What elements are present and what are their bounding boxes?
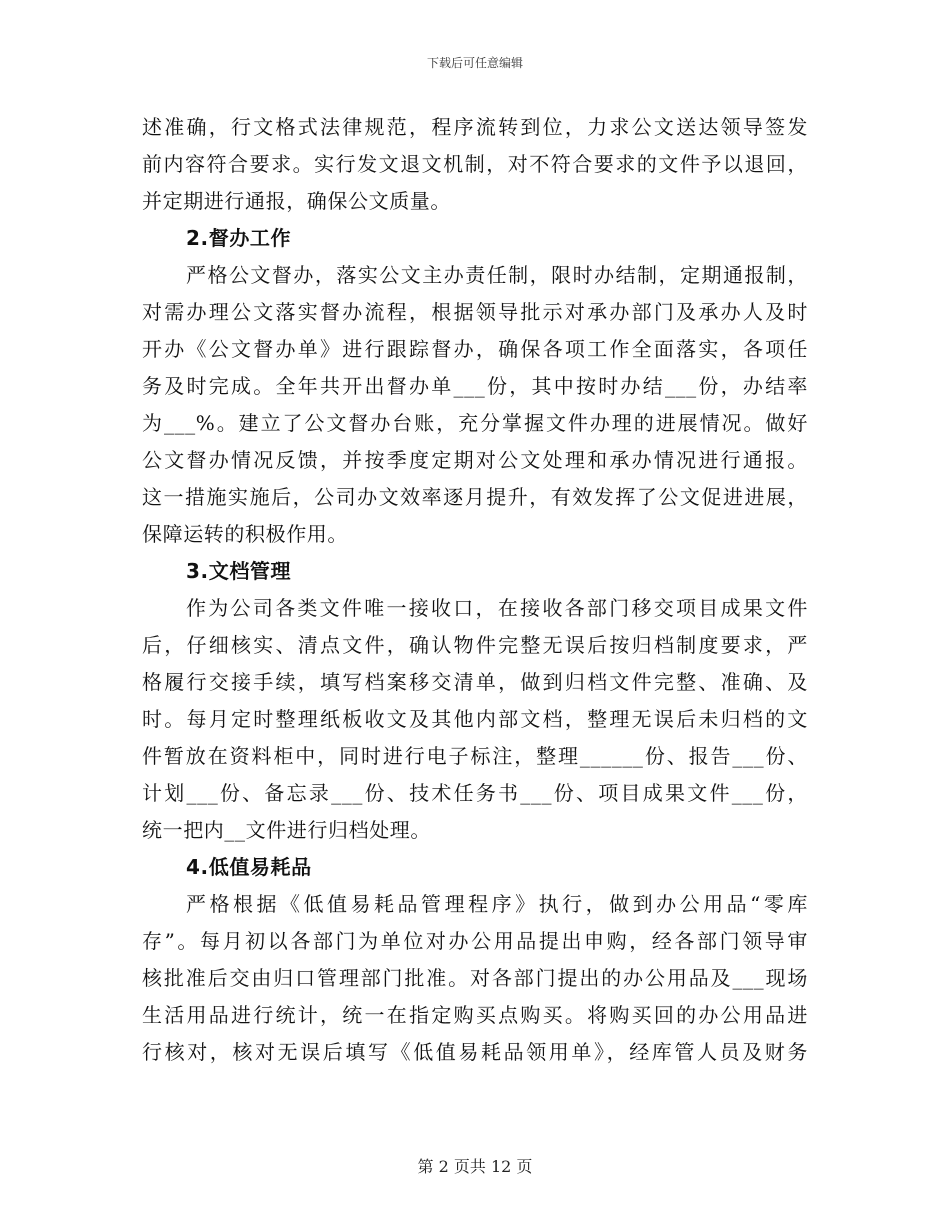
paragraph-line: 严格根据《低值易耗品管理程序》执行，做到办公用品“零库 <box>186 892 808 916</box>
paragraph-line: 核批准后交由归口管理部门批准。对各部门提出的办公用品及___现场 <box>142 966 808 990</box>
paragraph-line: 统一把内__文件进行归档处理。 <box>142 818 431 842</box>
page-header: 下载后可任意编辑 <box>426 56 523 70</box>
paragraph-line: 计划___份、备忘录___份、技术任务书___份、项目成果文件___份， <box>142 781 808 805</box>
section-heading-consumables: 4.低值易耗品 <box>186 855 312 879</box>
paragraph-line: 公文督办情况反馈，并按季度定期对公文处理和承办情况进行通报。 <box>142 448 808 472</box>
paragraph-line: 生活用品进行统计，统一在指定购买点购买。将购买回的办公用品进 <box>142 1003 808 1027</box>
section-heading-supervision: 2.督办工作 <box>186 226 292 250</box>
paragraph-line: 后，仔细核实、清点文件，确认物件完整无误后按归档制度要求，严 <box>142 633 808 657</box>
paragraph-line: 务及时完成。全年共开出督办单___份，其中按时办结___份，办结率 <box>142 374 808 398</box>
paragraph-line: 述准确，行文格式法律规范，程序流转到位，力求公文送达领导签发 <box>142 115 808 139</box>
paragraph-line: 存”。每月初以各部门为单位对办公用品提出申购，经各部门领导审 <box>142 929 808 953</box>
section-heading-document-management: 3.文档管理 <box>186 559 292 583</box>
paragraph-line: 严格公文督办，落实公文主办责任制，限时办结制，定期通报制， <box>186 263 808 287</box>
paragraph-line: 作为公司各类文件唯一接收口，在接收各部门移交项目成果文件 <box>186 596 808 620</box>
paragraph-line: 为___%。建立了公文督办台账，充分掌握文件办理的进展情况。做好 <box>142 411 808 435</box>
page-number: 第 2 页共 12 页 <box>417 1157 533 1176</box>
paragraph-line: 保障运转的积极作用。 <box>142 522 348 546</box>
document-body <box>142 109 808 1071</box>
paragraph-line: 开办《公文督办单》进行跟踪督办，确保各项工作全面落实，各项任 <box>142 337 808 361</box>
paragraph-line: 行核对，核对无误后填写《低值易耗品领用单》，经库管人员及财务 <box>142 1040 808 1064</box>
paragraph-line: 件暂放在资料柜中，同时进行电子标注，整理______份、报告___份、 <box>142 744 808 768</box>
paragraph-line: 对需办理公文落实督办流程，根据领导批示对承办部门及承办人及时 <box>142 300 808 324</box>
paragraph-line: 并定期进行通报，确保公文质量。 <box>142 189 451 213</box>
paragraph-line: 时。每月定时整理纸板收文及其他内部文档，整理无误后未归档的文 <box>142 707 808 731</box>
paragraph-line: 这一措施实施后，公司办文效率逐月提升，有效发挥了公文促进进展， <box>142 485 808 509</box>
paragraph-line: 格履行交接手续，填写档案移交清单，做到归档文件完整、准确、及 <box>142 670 808 694</box>
paragraph-line: 前内容符合要求。实行发文退文机制，对不符合要求的文件予以退回， <box>142 152 808 176</box>
